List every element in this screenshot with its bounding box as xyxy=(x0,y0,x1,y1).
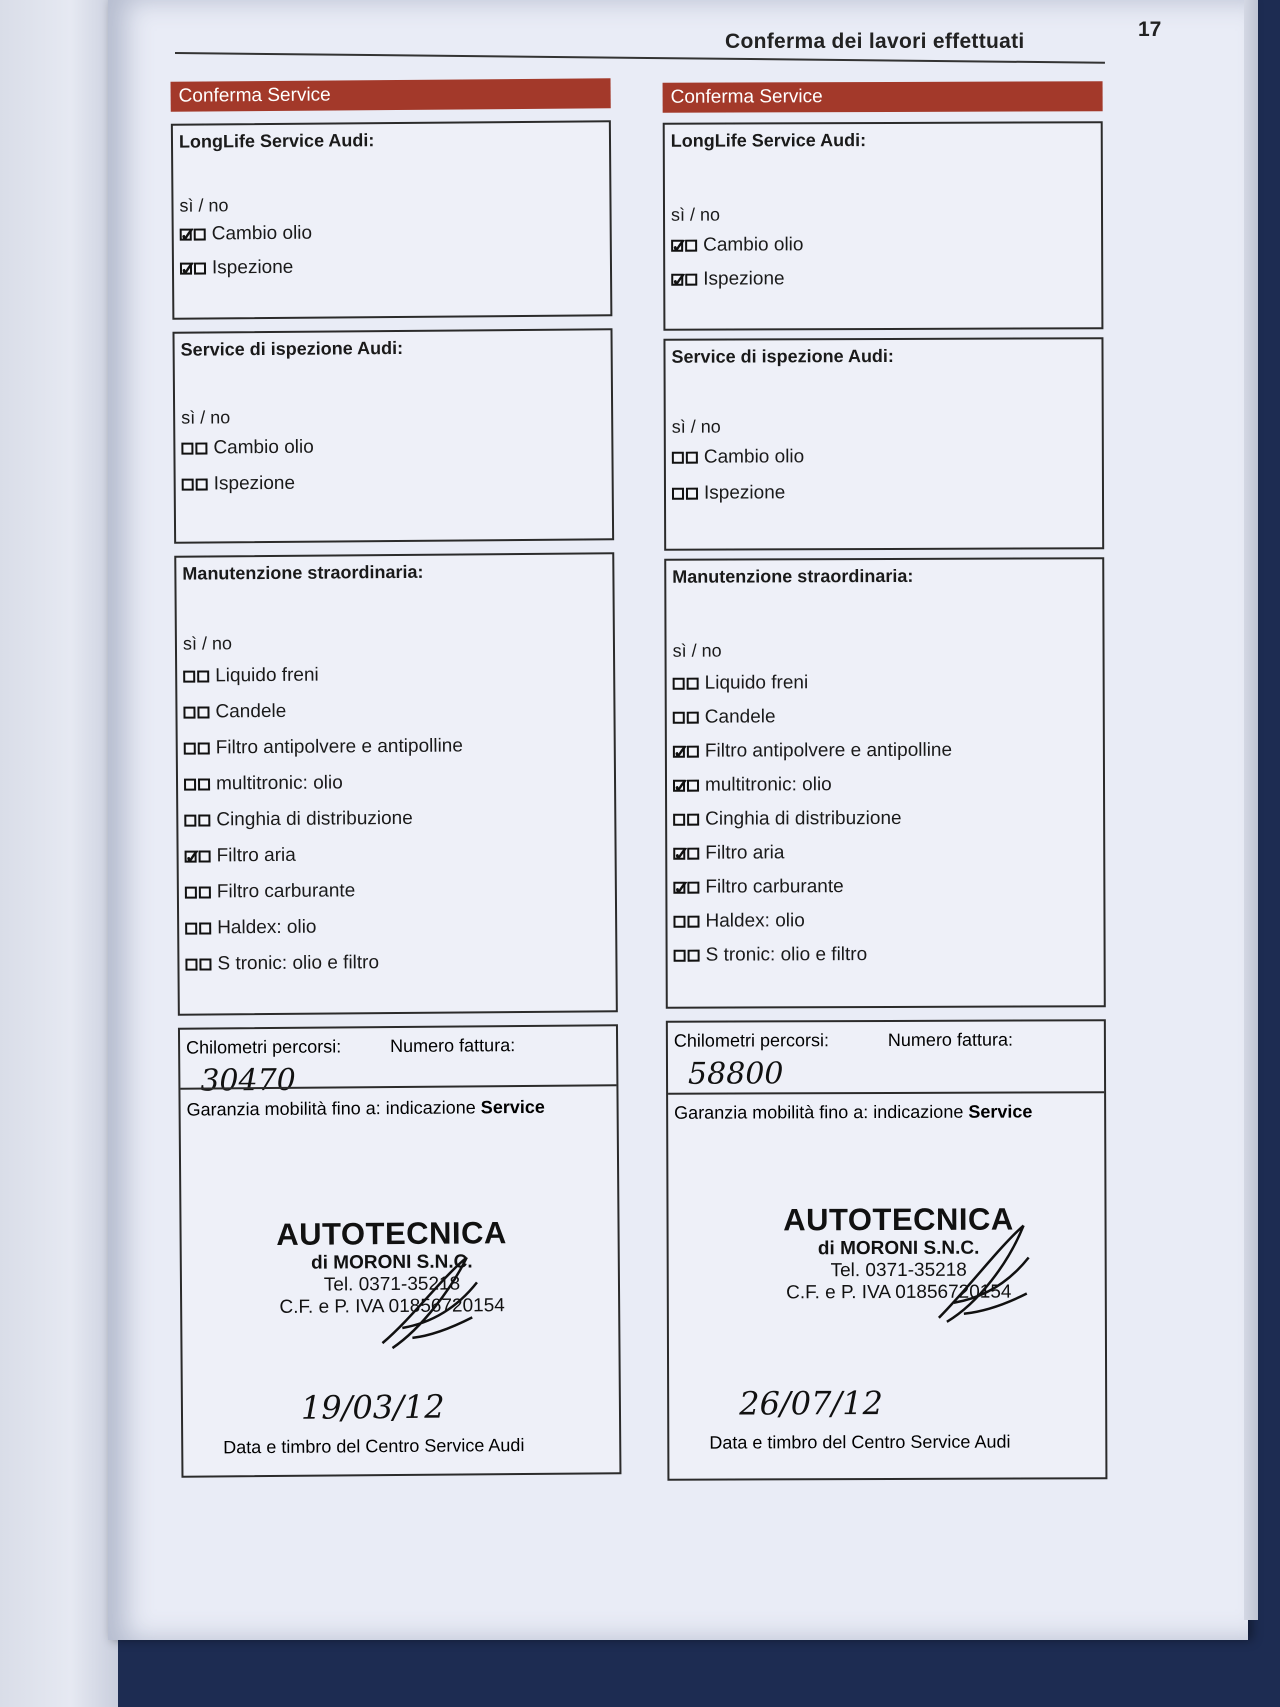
row-label: Ispezione xyxy=(703,482,786,504)
confirmation-box xyxy=(666,1019,1108,1481)
checkbox-no[interactable] xyxy=(199,922,211,934)
stamp-line: di MORONI S.N.C. xyxy=(310,1251,473,1274)
section-bar xyxy=(171,78,611,111)
row-label: Cinghia di distribuzione xyxy=(216,807,413,831)
row-label: Filtro carburante xyxy=(216,880,356,903)
check-row xyxy=(183,665,319,688)
checkbox-no[interactable] xyxy=(687,678,699,690)
checkbox-no[interactable] xyxy=(195,442,207,454)
checkbox-si[interactable] xyxy=(674,950,686,962)
warranty-line xyxy=(187,1097,545,1121)
checkbox-no[interactable] xyxy=(688,950,700,962)
checkbox-si[interactable] xyxy=(671,240,683,252)
checkbox-si[interactable] xyxy=(185,923,197,935)
checkbox-si[interactable] xyxy=(185,959,197,971)
yes-no-label: sì / no xyxy=(182,633,233,654)
check-row xyxy=(185,952,379,976)
stamp-line: AUTOTECNICA xyxy=(783,1201,1014,1238)
stamp-line: di MORONI S.N.C. xyxy=(817,1237,980,1260)
check-row xyxy=(673,808,902,831)
row-label: Ispezione xyxy=(213,472,296,495)
checkbox-no[interactable] xyxy=(198,778,210,790)
row-label: Filtro aria xyxy=(216,844,296,867)
date-handwritten: 19/03/12 xyxy=(300,1387,445,1427)
check-row xyxy=(184,735,463,759)
checkbox-si[interactable] xyxy=(182,479,194,491)
checkbox-si[interactable] xyxy=(180,229,192,241)
check-row xyxy=(180,223,312,246)
checkbox-no[interactable] xyxy=(687,712,699,724)
checkbox-no[interactable] xyxy=(199,958,211,970)
check-row xyxy=(674,944,868,967)
checkbox-si[interactable] xyxy=(671,274,683,286)
km-handwritten-value: 58800 xyxy=(687,1056,784,1092)
invoice-label: Numero fattura: xyxy=(887,1029,1014,1050)
checkbox-no[interactable] xyxy=(687,814,699,826)
row-label: Cambio olio xyxy=(703,446,805,468)
checkbox-no[interactable] xyxy=(194,228,206,240)
row-label: Filtro aria xyxy=(705,842,785,864)
inspection-box xyxy=(663,337,1104,551)
yes-no-label: sì / no xyxy=(672,640,722,661)
box-title: Manutenzione straordinaria: xyxy=(182,561,424,584)
signature-mark xyxy=(372,1247,493,1358)
check-row xyxy=(673,842,784,864)
checkbox-no[interactable] xyxy=(686,452,698,464)
row-label: Candele xyxy=(704,706,776,728)
checkbox-no[interactable] xyxy=(687,746,699,758)
extra-maintenance-box xyxy=(664,557,1106,1009)
checkbox-si[interactable] xyxy=(184,743,196,755)
box-title: LongLife Service Audi: xyxy=(178,130,375,152)
yes-no-label: sì / no xyxy=(671,416,721,437)
checkbox-si[interactable] xyxy=(673,712,685,724)
km-label: Chilometri percorsi: xyxy=(673,1030,829,1051)
check-row xyxy=(182,473,296,496)
box-title: Service di ispezione Audi: xyxy=(671,345,894,367)
check-row xyxy=(673,910,804,932)
checkbox-si[interactable] xyxy=(673,746,685,758)
stamp-line: C.F. e P. IVA 01856720154 xyxy=(786,1281,1012,1304)
section-bar-title: Conferma Service xyxy=(178,84,331,107)
checkbox-si[interactable] xyxy=(673,814,685,826)
checkbox-si[interactable] xyxy=(184,815,196,827)
checkbox-si[interactable] xyxy=(184,779,196,791)
check-row xyxy=(673,740,952,763)
check-row xyxy=(185,880,356,903)
checkbox-si[interactable] xyxy=(673,848,685,860)
checkbox-no[interactable] xyxy=(685,240,697,252)
section-bar-title: Conferma Service xyxy=(670,86,823,108)
box-title: Service di ispezione Audi: xyxy=(180,337,404,360)
checkbox-no[interactable] xyxy=(194,262,206,274)
page-title: Conferma dei lavori effettuati xyxy=(725,30,1025,53)
previous-page-edge xyxy=(0,0,118,1707)
checkbox-no[interactable] xyxy=(687,916,699,928)
confirmation-box xyxy=(178,1024,622,1477)
yes-no-label: sì / no xyxy=(670,204,721,225)
warranty-bold: Service xyxy=(480,1096,545,1118)
checkbox-no[interactable] xyxy=(687,882,699,894)
check-row xyxy=(672,482,785,504)
check-row xyxy=(671,268,784,290)
row-label: multitronic: olio xyxy=(704,774,832,796)
yes-no-label: sì / no xyxy=(181,407,231,428)
date-handwritten: 26/07/12 xyxy=(739,1384,883,1423)
row-label: Filtro carburante xyxy=(705,876,844,898)
checkbox-si[interactable] xyxy=(672,452,684,464)
checkbox-no[interactable] xyxy=(687,780,699,792)
longlife-box xyxy=(663,121,1104,331)
check-row xyxy=(671,234,803,256)
row-label: Liquido freni xyxy=(215,664,319,687)
check-row xyxy=(673,876,843,899)
checkbox-si[interactable] xyxy=(672,488,684,500)
row-label: Haldex: olio xyxy=(705,910,805,932)
checkbox-no[interactable] xyxy=(197,670,209,682)
check-row xyxy=(183,701,286,724)
row-label: Cambio olio xyxy=(211,222,313,245)
footer-label: Data e timbro del Centro Service Audi xyxy=(223,1435,525,1458)
check-row xyxy=(185,917,316,940)
footer-label: Data e timbro del Centro Service Audi xyxy=(709,1431,1011,1453)
extra-maintenance-box xyxy=(174,552,618,1015)
check-row xyxy=(185,845,296,868)
yes-no-label: sì / no xyxy=(179,195,229,216)
row-label: Filtro antipolvere e antipolline xyxy=(704,739,953,762)
invoice-label: Numero fattura: xyxy=(390,1035,516,1057)
divider xyxy=(668,1091,1104,1095)
check-row xyxy=(673,706,776,728)
inspection-box xyxy=(172,328,614,543)
check-row xyxy=(184,808,413,832)
check-row xyxy=(184,772,343,795)
row-label: Cinghia di distribuzione xyxy=(705,807,902,830)
box-title: LongLife Service Audi: xyxy=(670,130,867,151)
checkbox-si[interactable] xyxy=(181,443,193,455)
check-row xyxy=(672,446,804,468)
checkbox-no[interactable] xyxy=(199,886,211,898)
checkbox-si[interactable] xyxy=(185,851,197,863)
checkbox-si[interactable] xyxy=(673,780,685,792)
check-row xyxy=(181,437,313,460)
row-label: Candele xyxy=(215,700,287,723)
checkbox-si[interactable] xyxy=(183,707,195,719)
stamp-line: AUTOTECNICA xyxy=(276,1215,507,1252)
service-column-1 xyxy=(171,78,622,1477)
box-title: Manutenzione straordinaria: xyxy=(672,565,914,587)
row-label: Ispezione xyxy=(211,256,294,279)
checkbox-no[interactable] xyxy=(198,742,210,754)
checkbox-no[interactable] xyxy=(196,478,208,490)
longlife-box xyxy=(171,120,613,319)
checkbox-si[interactable] xyxy=(673,678,685,690)
row-label: Filtro antipolvere e antipolline xyxy=(215,735,463,759)
row-label: Ispezione xyxy=(703,268,785,290)
check-row xyxy=(673,672,809,694)
signature-mark xyxy=(929,1217,1039,1327)
checkbox-no[interactable] xyxy=(687,848,699,860)
page-stack-edge xyxy=(1244,0,1258,1620)
checkbox-si[interactable] xyxy=(180,263,192,275)
checkbox-si[interactable] xyxy=(183,671,195,683)
warranty-text: Garanzia mobilità fino a: indicazione xyxy=(186,1097,481,1120)
section-bar xyxy=(663,81,1103,113)
checkbox-si[interactable] xyxy=(185,887,197,899)
page-number: 17 xyxy=(1138,18,1162,41)
stamp-line: Tel. 0371-35218 xyxy=(323,1273,461,1296)
service-column-2 xyxy=(663,81,1108,1481)
row-label: S tronic: olio e filtro xyxy=(705,944,868,966)
warranty-bold: Service xyxy=(968,1101,1033,1122)
km-handwritten-value: 30470 xyxy=(200,1062,296,1099)
km-label: Chilometri percorsi: xyxy=(186,1036,342,1058)
row-label: Haldex: olio xyxy=(217,916,317,939)
checkbox-si[interactable] xyxy=(673,916,685,928)
check-row xyxy=(673,774,832,797)
checkbox-no[interactable] xyxy=(197,706,209,718)
checkbox-no[interactable] xyxy=(199,850,211,862)
stamp-line: Tel. 0371-35218 xyxy=(830,1259,967,1282)
row-label: Cambio olio xyxy=(703,234,804,256)
row-label: multitronic: olio xyxy=(215,772,343,795)
stamp-line: C.F. e P. IVA 01856720154 xyxy=(279,1295,505,1318)
row-label: Liquido freni xyxy=(704,672,809,694)
row-label: Cambio olio xyxy=(213,436,314,459)
checkbox-si[interactable] xyxy=(673,882,685,894)
checkbox-no[interactable] xyxy=(198,814,210,826)
row-label: S tronic: olio e filtro xyxy=(217,952,380,975)
check-row xyxy=(180,257,294,280)
checkbox-no[interactable] xyxy=(685,274,697,286)
warranty-line xyxy=(674,1101,1032,1123)
warranty-text: Garanzia mobilità fino a: indicazione xyxy=(674,1101,969,1123)
checkbox-no[interactable] xyxy=(686,488,698,500)
